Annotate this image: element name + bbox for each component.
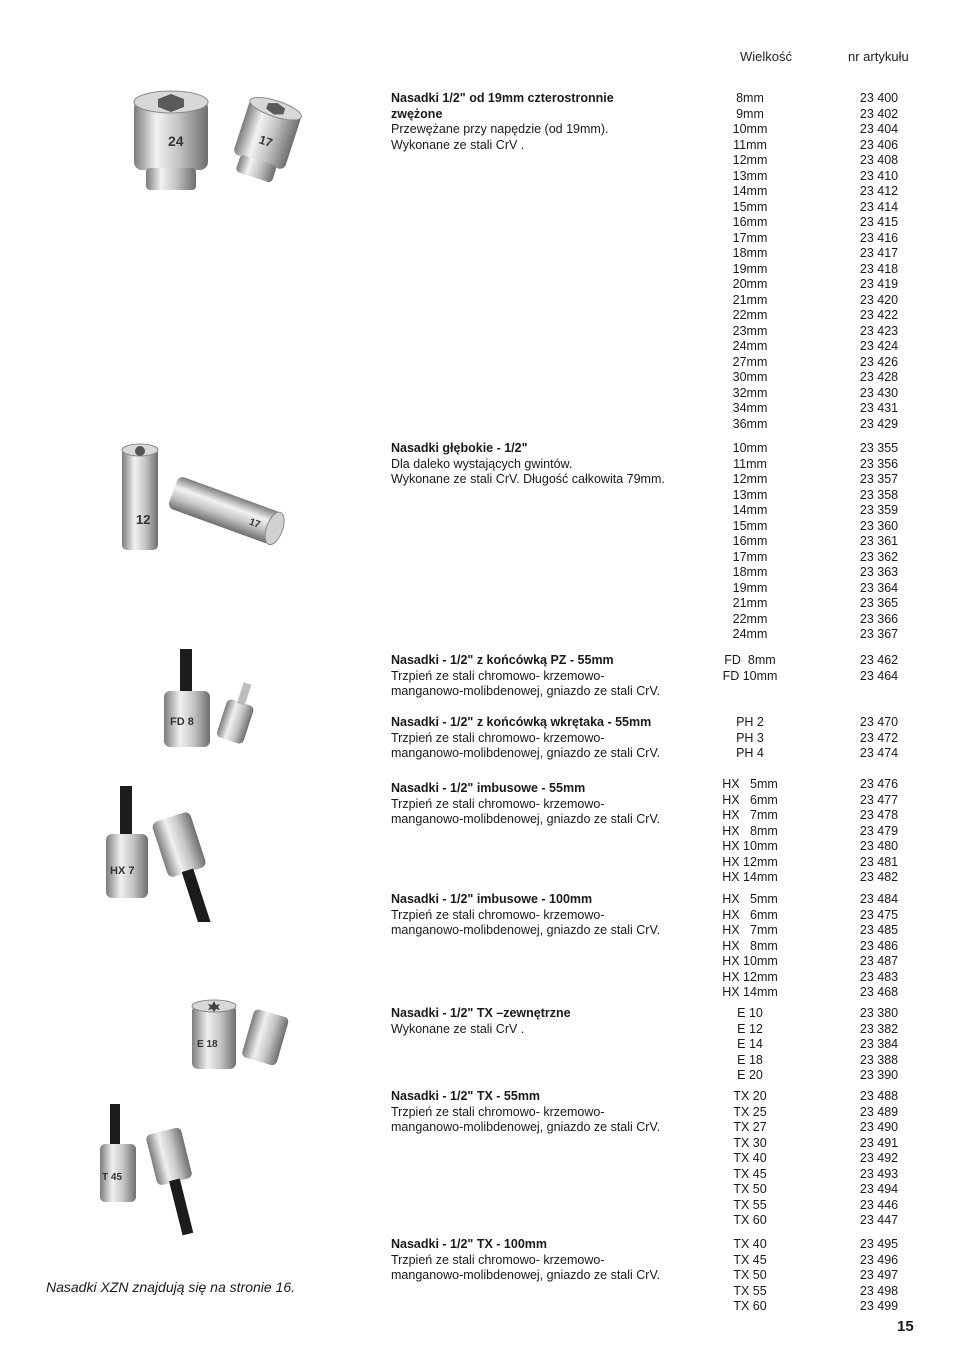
column-header-article: nr artykułu	[848, 49, 909, 64]
size-cell: HX 14mm	[722, 985, 778, 999]
article-number-cell: 23 474	[859, 746, 899, 760]
article-number-cell: 23 356	[859, 456, 899, 471]
size-cell: 9mm	[736, 106, 764, 121]
article-number-cell: 23 499	[859, 1299, 899, 1313]
product-title-line: Nasadki - 1/2" imbusowe - 55mm	[391, 781, 586, 795]
product-description-line: Trzpień ze stali chromowo- krzemowo-	[391, 907, 605, 922]
size-cell: 18mm	[732, 246, 768, 260]
table-row	[0, 386, 960, 402]
size-cell: HX 14mm	[722, 870, 778, 884]
size-cell: TX 55	[733, 1283, 767, 1298]
article-number-cell: 23 406	[859, 137, 899, 152]
size-cell: TX 55	[733, 1197, 767, 1212]
article-number-cell: 23 417	[859, 246, 899, 260]
size-cell: E 18	[737, 1052, 763, 1067]
socket-label-fd8: FD 8	[170, 716, 194, 728]
article-number-cell: 23 428	[859, 370, 899, 384]
table-row	[0, 612, 960, 628]
table-row	[0, 939, 960, 955]
size-cell: E 12	[737, 1021, 763, 1036]
table-row	[0, 746, 960, 762]
table-row	[0, 370, 960, 386]
article-number-cell: 23 490	[859, 1120, 899, 1134]
size-cell: TX 25	[733, 1104, 767, 1119]
article-number-cell: 23 400	[859, 91, 899, 105]
article-number-cell: 23 357	[859, 472, 899, 486]
table-row	[0, 246, 960, 262]
socket-label-t45: T 45	[102, 1172, 123, 1183]
article-number-cell: 23 462	[859, 653, 899, 667]
product-title-line: Nasadki 1/2" od 19mm czterostronnie	[391, 91, 614, 105]
size-cell: 13mm	[732, 168, 768, 183]
article-number-cell: 23 496	[859, 1252, 899, 1267]
size-cell: HX 12mm	[722, 854, 778, 869]
hex-bit-long	[182, 868, 215, 922]
article-number-cell: 23 420	[859, 292, 899, 307]
article-number-cell: 23 447	[859, 1213, 899, 1227]
article-number-cell: 23 475	[859, 907, 899, 922]
socket-label-hx7: HX 7	[110, 865, 135, 877]
size-cell: FD 10mm	[722, 668, 778, 683]
table-row	[0, 581, 960, 597]
article-number-cell: 23 363	[859, 565, 899, 579]
article-number-cell: 23 488	[859, 1089, 899, 1103]
socket-24	[134, 91, 208, 190]
size-cell: 15mm	[732, 518, 768, 533]
product-description-line: manganowo-molibdenowej, gniazdo ze stali CrV.	[391, 1268, 661, 1282]
size-cell: HX 5mm	[722, 777, 778, 791]
article-number-cell: 23 484	[859, 892, 899, 906]
size-cell: PH 2	[736, 715, 764, 729]
article-number-cell: 23 431	[859, 401, 899, 415]
torx-bit-long	[169, 1178, 193, 1235]
article-number-cell: 23 384	[859, 1037, 899, 1051]
product-description-line: Trzpień ze stali chromowo- krzemowo-	[391, 668, 605, 683]
size-cell: E 20	[737, 1068, 763, 1082]
article-number-cell: 23 486	[859, 938, 899, 953]
table-row	[0, 596, 960, 612]
article-number-cell: 23 419	[859, 277, 899, 291]
table-row	[0, 1253, 960, 1269]
article-number-cell: 23 412	[859, 184, 899, 198]
size-cell: FD 8mm	[724, 653, 776, 667]
article-number-cell: 23 382	[859, 1021, 899, 1036]
product-photo-torx-bit-sockets	[96, 1100, 206, 1240]
product-description-line: manganowo-molibdenowej, gniazdo ze stali CrV.	[391, 684, 661, 698]
article-number-cell: 23 424	[859, 339, 899, 353]
size-cell: 30mm	[732, 370, 768, 384]
product-description-line: Trzpień ze stali chromowo- krzemowo-	[391, 1252, 605, 1267]
product-description-line: Trzpień ze stali chromowo- krzemowo-	[391, 796, 605, 811]
size-cell: HX 10mm	[722, 954, 778, 968]
article-number-cell: 23 492	[859, 1151, 899, 1165]
size-cell: 14mm	[732, 184, 768, 198]
size-cell: HX 6mm	[722, 792, 778, 807]
size-cell: 27mm	[732, 354, 768, 369]
table-row	[0, 277, 960, 293]
article-number-cell: 23 494	[859, 1182, 899, 1196]
size-cell: 8mm	[736, 91, 764, 105]
size-cell: 10mm	[732, 122, 768, 136]
article-number-cell: 23 404	[859, 122, 899, 136]
size-cell: TX 20	[733, 1089, 767, 1103]
size-cell: 21mm	[732, 596, 768, 610]
article-number-cell: 23 414	[859, 199, 899, 214]
size-cell: 16mm	[732, 534, 768, 548]
size-cell: 12mm	[732, 472, 768, 486]
socket-17	[228, 93, 304, 186]
table-row	[0, 417, 960, 433]
article-number-cell: 23 470	[859, 715, 899, 729]
size-cell: 12mm	[732, 153, 768, 167]
size-cell: 11mm	[733, 137, 767, 152]
socket-label-17: 17	[257, 132, 275, 151]
article-number-cell: 23 491	[859, 1135, 899, 1150]
size-cell: 22mm	[732, 308, 768, 322]
size-cell: TX 40	[733, 1151, 767, 1165]
size-cell: 23mm	[732, 323, 768, 338]
article-number-cell: 23 410	[859, 168, 899, 183]
article-number-cell: 23 415	[859, 215, 899, 229]
table-row	[0, 231, 960, 247]
product-description-line: Wykonane ze stali CrV .	[391, 137, 525, 152]
article-number-cell: 23 423	[859, 323, 899, 338]
product-title-line: Nasadki - 1/2" imbusowe - 100mm	[391, 892, 593, 906]
socket-label-24: 24	[168, 133, 184, 149]
table-row	[0, 1037, 960, 1053]
product-title-line: Nasadki - 1/2" TX - 100mm	[391, 1237, 547, 1251]
article-number-cell: 23 358	[859, 487, 899, 502]
article-number-cell: 23 430	[859, 385, 899, 400]
column-header-size: Wielkość	[740, 49, 793, 64]
article-number-cell: 23 495	[859, 1237, 899, 1251]
size-cell: PH 4	[736, 746, 764, 760]
table-row	[0, 1053, 960, 1069]
article-number-cell: 23 498	[859, 1283, 899, 1298]
article-number-cell: 23 468	[859, 985, 899, 999]
product-photo-standard-sockets	[118, 82, 318, 200]
size-cell: 17mm	[732, 230, 768, 245]
article-number-cell: 23 422	[859, 308, 899, 322]
table-row	[0, 339, 960, 355]
product-title-line: Nasadki - 1/2" z końcówką wkrętaka - 55mm	[391, 715, 652, 729]
product-description-line: Trzpień ze stali chromowo- krzemowo-	[391, 730, 605, 745]
size-cell: E 14	[737, 1037, 763, 1051]
size-cell: TX 60	[733, 1299, 767, 1313]
size-cell: 16mm	[732, 215, 768, 229]
deep-socket-17	[167, 475, 288, 547]
size-cell: HX 7mm	[722, 923, 778, 937]
article-number-cell: 23 418	[859, 261, 899, 276]
article-number-cell: 23 361	[859, 534, 899, 548]
article-number-cell: 23 446	[859, 1197, 899, 1212]
size-cell: 24mm	[732, 339, 768, 353]
size-cell: TX 27	[733, 1120, 767, 1134]
table-row	[0, 293, 960, 309]
article-number-cell: 23 429	[859, 416, 899, 431]
size-cell: HX 10mm	[722, 839, 778, 853]
deep-socket-12	[122, 444, 158, 550]
size-cell: TX 50	[733, 1182, 767, 1196]
product-title-line: Nasadki głębokie - 1/2"	[391, 441, 528, 455]
size-cell: 36mm	[732, 416, 768, 431]
product-description-line: Trzpień ze stali chromowo- krzemowo-	[391, 1104, 605, 1119]
table-row	[0, 954, 960, 970]
size-cell: HX 5mm	[722, 892, 778, 906]
footer-note: Nasadki XZN znajdują się na stronie 16.	[46, 1279, 296, 1295]
article-number-cell: 23 365	[859, 596, 899, 610]
size-cell: 17mm	[732, 549, 768, 564]
table-row	[0, 262, 960, 278]
size-cell: 24mm	[732, 627, 768, 641]
article-number-cell: 23 485	[859, 923, 899, 937]
size-cell: HX 8mm	[722, 823, 778, 838]
table-row	[0, 324, 960, 340]
product-photo-deep-sockets	[112, 440, 292, 560]
page-number: 15	[897, 1318, 914, 1335]
article-number-cell: 23 402	[859, 106, 899, 121]
product-description-line: Przewężane przy napędzie (od 19mm).	[391, 122, 609, 136]
size-cell: TX 45	[733, 1166, 767, 1181]
table-row	[0, 669, 960, 685]
size-cell: PH 3	[736, 730, 764, 745]
article-number-cell: 23 483	[859, 969, 899, 984]
article-number-cell: 23 481	[859, 854, 899, 869]
article-number-cell: 23 366	[859, 611, 899, 626]
table-row	[0, 565, 960, 581]
article-number-cell: 23 380	[859, 1006, 899, 1020]
article-number-cell: 23 478	[859, 808, 899, 822]
product-title-line: Nasadki - 1/2" TX - 55mm	[391, 1089, 541, 1103]
article-number-cell: 23 416	[859, 230, 899, 245]
table-row	[0, 401, 960, 417]
article-number-cell: 23 359	[859, 503, 899, 517]
hex-bit-short	[120, 786, 132, 838]
table-row	[0, 923, 960, 939]
table-row	[0, 1068, 960, 1084]
size-cell: TX 40	[733, 1237, 767, 1251]
pz-bit-shank	[180, 649, 192, 695]
size-cell: 22mm	[732, 611, 768, 626]
size-cell: 20mm	[732, 277, 768, 291]
table-row	[0, 627, 960, 643]
article-number-cell: 23 355	[859, 441, 899, 455]
product-title-line: zwężone	[391, 106, 443, 121]
torx-bit-short	[110, 1104, 120, 1148]
size-cell: 32mm	[732, 385, 768, 400]
article-number-cell: 23 408	[859, 153, 899, 167]
article-number-cell: 23 476	[859, 777, 899, 791]
size-cell: HX 6mm	[722, 907, 778, 922]
product-description-line: manganowo-molibdenowej, gniazdo ze stali CrV.	[391, 1120, 661, 1134]
article-number-cell: 23 493	[859, 1166, 899, 1181]
size-cell: TX 30	[733, 1135, 767, 1150]
size-cell: HX 8mm	[722, 938, 778, 953]
size-cell: 21mm	[732, 292, 768, 307]
size-cell: E 10	[737, 1006, 763, 1020]
article-number-cell: 23 367	[859, 627, 899, 641]
table-row	[0, 200, 960, 216]
socket-label-12: 12	[136, 512, 151, 527]
size-cell: 14mm	[732, 503, 768, 517]
article-number-cell: 23 482	[859, 870, 899, 884]
size-cell: 19mm	[732, 580, 768, 595]
size-cell: 11mm	[733, 456, 767, 471]
size-cell: 19mm	[732, 261, 768, 276]
table-row	[0, 308, 960, 324]
size-cell: 13mm	[732, 487, 768, 502]
size-cell: TX 60	[733, 1213, 767, 1227]
product-description-line: Wykonane ze stali CrV. Długość całkowita 79mm.	[391, 472, 665, 486]
table-row	[0, 355, 960, 371]
article-number-cell: 23 390	[859, 1068, 899, 1082]
product-description-line: Dla daleko wystających gwintów.	[391, 456, 573, 471]
table-row	[0, 653, 960, 669]
article-number-cell: 23 364	[859, 580, 899, 595]
size-cell: 34mm	[732, 401, 768, 415]
table-row	[0, 1022, 960, 1038]
product-photo-hex-bit-sockets	[102, 782, 302, 922]
article-number-cell: 23 480	[859, 839, 899, 853]
article-number-cell: 23 472	[859, 730, 899, 745]
article-number-cell: 23 497	[859, 1268, 899, 1282]
article-number-cell: 23 464	[859, 668, 899, 683]
table-row	[0, 970, 960, 986]
product-photo-external-torx-sockets	[188, 995, 298, 1075]
size-cell: TX 45	[733, 1252, 767, 1267]
table-row	[0, 1299, 960, 1315]
product-title-line: Nasadki - 1/2" z końcówką PZ - 55mm	[391, 653, 614, 667]
table-row	[0, 985, 960, 1001]
article-number-cell: 23 362	[859, 549, 899, 564]
article-number-cell: 23 426	[859, 354, 899, 369]
product-photo-pz-bit-sockets	[158, 645, 258, 755]
product-description-line: manganowo-molibdenowej, gniazdo ze stali CrV.	[391, 923, 661, 937]
product-description-line: manganowo-molibdenowej, gniazdo ze stali CrV.	[391, 812, 661, 826]
article-number-cell: 23 388	[859, 1052, 899, 1067]
table-row	[0, 731, 960, 747]
size-cell: 15mm	[732, 199, 768, 214]
socket-label-e18: E 18	[197, 1039, 218, 1050]
product-description-line: Wykonane ze stali CrV .	[391, 1021, 525, 1036]
table-row	[0, 215, 960, 231]
socket-label-17b: 17	[247, 516, 262, 531]
article-number-cell: 23 479	[859, 823, 899, 838]
product-description-line: manganowo-molibdenowej, gniazdo ze stali CrV.	[391, 746, 661, 760]
table-row	[0, 1006, 960, 1022]
article-number-cell: 23 477	[859, 792, 899, 807]
size-cell: 18mm	[732, 565, 768, 579]
article-number-cell: 23 360	[859, 518, 899, 533]
table-row	[0, 715, 960, 731]
size-cell: TX 50	[733, 1268, 767, 1282]
article-number-cell: 23 487	[859, 954, 899, 968]
product-title-line: Nasadki - 1/2" TX –zewnętrzne	[391, 1006, 571, 1020]
article-number-cell: 23 489	[859, 1104, 899, 1119]
size-cell: 10mm	[732, 441, 768, 455]
size-cell: HX 7mm	[722, 808, 778, 822]
size-cell: HX 12mm	[722, 969, 778, 984]
